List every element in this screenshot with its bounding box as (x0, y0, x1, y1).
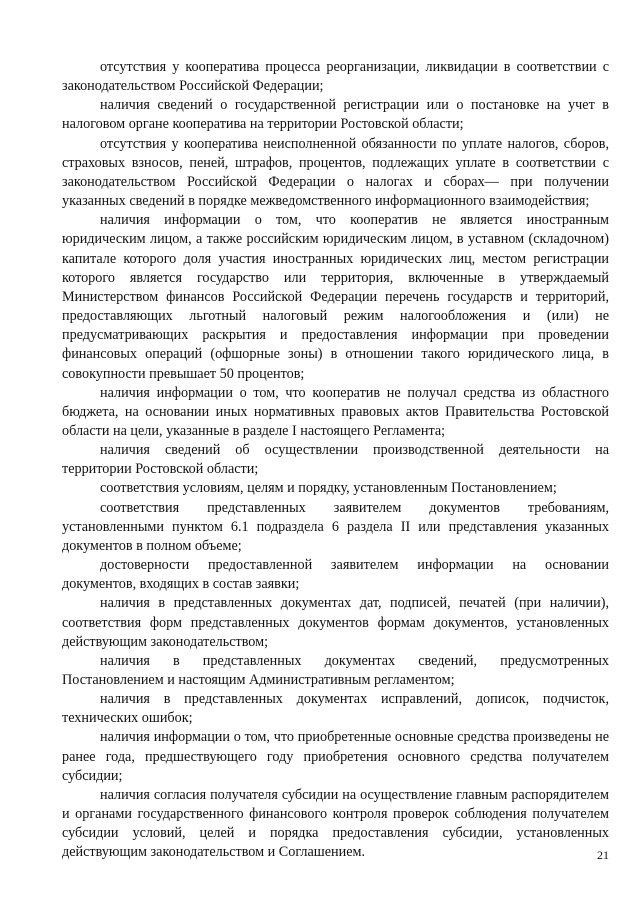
paragraph-6: наличия сведений об осуществлении производственной деятельности на территории Ростовской области; (62, 442, 609, 478)
paragraph-3: отсутствия у кооператива неисполненной обязанности по уплате налогов, сборов, страховых взносов, пеней, штрафов, процентов, подлежащих уплате в соответствии с законодательством Российской Федерации о налогах и сборах— при получении указанных сведений в порядке межведомственного информационного взаимодействия; (62, 135, 609, 210)
paragraph-8: соответствия представленных заявителем документов требованиям, установленными пунктом 6.1 подраздела 6 раздела II или представления указанных документов в полном объеме; (62, 499, 609, 554)
paragraph-7: соответствия условиям, целям и порядку, установленным Постановлением; (100, 480, 557, 497)
paragraph-2: наличия сведений о государственной регистрации или о постановке на учет в налоговом органе кооператива на территории Ростовской области; (62, 97, 609, 133)
paragraph-12: наличия в представленных документах исправлений, дописок, подчисток, технических ошибок; (62, 691, 609, 727)
paragraph-14: наличия согласия получателя субсидии на осуществление главным распорядителем и органами государственного финансового контроля проверок соблюдения получателем субсидии условий, целей и порядка предоставления субсидии, установленных действующим законодательством и Соглашением. (62, 786, 609, 861)
paragraph-10: наличия в представленных документах дат, подписей, печатей (при наличии), соответствия форм представленных документов формам документов, установленных действующим законодательством; (62, 595, 609, 650)
paragraph-13: наличия информации о том, что приобретенные основные средства произведены не ранее года, предшествующего году приобретения основного средства получателем субсидии; (62, 729, 609, 784)
page-number: 21 (597, 848, 609, 862)
document-body (62, 58, 609, 863)
paragraph-4: наличия информации о том, что кооператив не является иностранным юридическим лицом, а также российским юридическим лицом, в уставном (складочном) капитале которого доля участия иностранных юридических лиц, местом регистрации которого является государство или территория, включенные в утверждаемый Министерством финансов Российской Федерации перечень государств и территорий, предоставляющих льготный налоговый режим налогообложения и (или) не предусматривающих раскрытия и предоставления информации при проведении финансовых операций (офшорные зоны) в отношении такого юридического лица, в совокупности превышает 50 процентов; (62, 212, 609, 382)
paragraph-11: наличия в представленных документах сведений, предусмотренных Постановлением и настоящим Административным регламентом; (62, 652, 609, 688)
paragraph-1: отсутствия у кооператива процесса реорганизации, ликвидации в соответствии с законодательством Российской Федерации; (62, 59, 609, 95)
paragraph-9: достоверности предоставленной заявителем информации на основании документов, входящих в состав заявки; (62, 557, 609, 593)
paragraph-5: наличия информации о том, что кооператив не получал средства из областного бюджета, на основании иных нормативных правовых актов Правительства Ростовской области на цели, указанные в разделе I настоящего Регламента; (62, 384, 609, 439)
